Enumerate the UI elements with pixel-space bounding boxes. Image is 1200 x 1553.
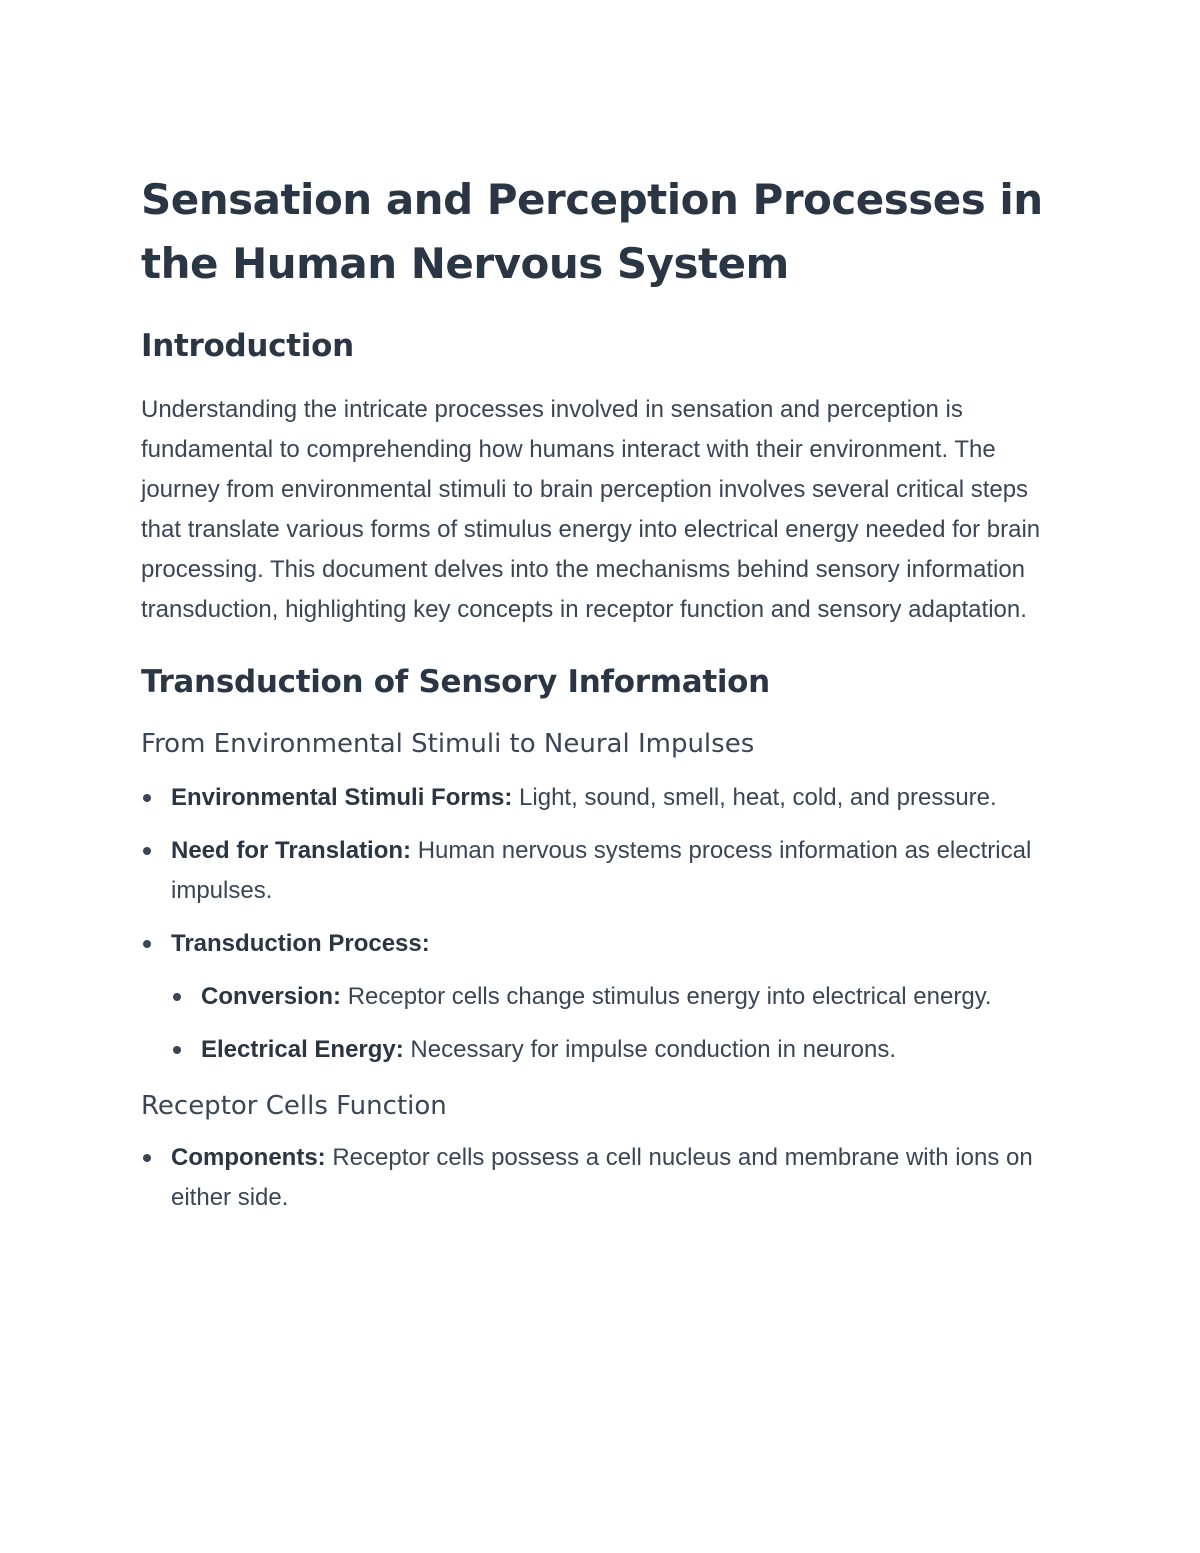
receptor-cells-subheading: Receptor Cells Function: [141, 1091, 447, 1121]
list-item-term: Environmental Stimuli Forms: [171, 784, 505, 811]
list-item: Transduction Process: Conversion: Receptor cells change stimulus energy into electrical energy. Electrical Energy: Necessary for impulse conduction in neurons.: [141, 924, 1060, 1070]
transduction-process-sublist: [171, 977, 1060, 1070]
from-stimuli-subheading: From Environmental Stimuli to Neural Impulses: [141, 729, 755, 759]
list-item: Need for Translation: Human nervous systems process information as electrical impulses.: [141, 831, 1060, 911]
list-item: Components: Receptor cells possess a cell nucleus and membrane with ions on either side.: [141, 1138, 1060, 1218]
introduction-heading: Introduction: [141, 328, 354, 364]
sublist-item-text: Necessary for impulse conduction in neurons.: [403, 1036, 897, 1063]
from-stimuli-list: [141, 778, 1060, 1070]
receptor-cells-list: [141, 1138, 1060, 1218]
bullet-icon: [143, 1154, 151, 1162]
sublist-item: Conversion: Receptor cells change stimulus energy into electrical energy.: [171, 977, 1060, 1017]
document-title: Sensation and Perception Processes in the Human Nervous System: [141, 175, 1043, 288]
list-item: Environmental Stimuli Forms: Light, sound, smell, heat, cold, and pressure.: [141, 778, 1060, 818]
sublist-item-term: Conversion: [201, 983, 334, 1010]
bullet-icon: [173, 993, 181, 1001]
sublist-item-text: Receptor cells change stimulus energy into electrical energy.: [341, 983, 992, 1010]
list-item-term: Transduction Process: [171, 930, 422, 957]
bullet-icon: [143, 794, 151, 802]
transduction-heading: Transduction of Sensory Information: [141, 664, 770, 700]
list-item-term: Components: [171, 1144, 318, 1171]
list-item-term: Need for Translation: [171, 837, 404, 864]
list-item-text: Human nervous systems process information as electrical impulses.: [171, 837, 1032, 904]
bullet-icon: [173, 1046, 181, 1054]
bullet-icon: [143, 847, 151, 855]
introduction-paragraph: Understanding the intricate processes involved in sensation and perception is fundamental to comprehending how humans interact with their environment. The journey from environmental stimuli to brain perception involves several critical steps that translate various forms of stimulus energy into electrical energy needed for brain processing. This document delves into the mechanisms behind sensory information transduction, highlighting key concepts in receptor function and sensory adaptation.: [141, 396, 1041, 623]
list-item-text: Light, sound, smell, heat, cold, and pressure.: [512, 784, 997, 811]
bullet-icon: [143, 940, 151, 948]
list-item-text: Receptor cells possess a cell nucleus and membrane with ions on either side.: [171, 1144, 1033, 1211]
sublist-item-term: Electrical Energy: [201, 1036, 396, 1063]
sublist-item: Electrical Energy: Necessary for impulse conduction in neurons.: [171, 1030, 1060, 1070]
